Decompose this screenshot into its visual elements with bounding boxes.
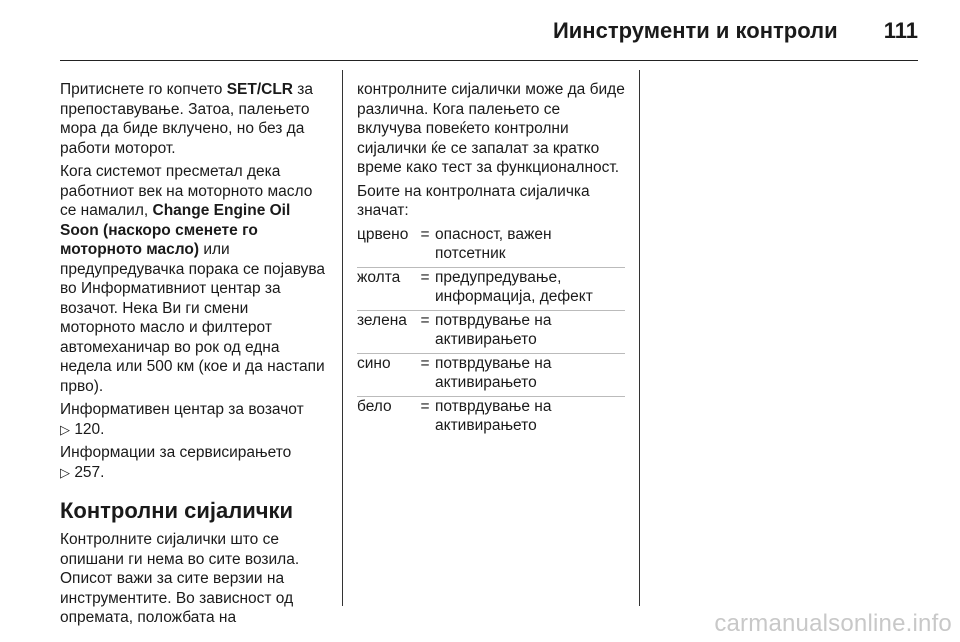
equals-sign: = [420,397,430,415]
paragraph-reset: Притиснете го копчето SET/CLR за препоставување. Затоа, палењето мора да биде вклучено, но без да работи моторот. [60,81,314,157]
page-reference-icon: ▷ [60,464,70,480]
color-meaning: опасност, важен потсетник [435,225,625,268]
page-reference-icon: ▷ [60,421,70,437]
color-meaning: потврдување на активирањето [435,353,625,396]
header-rule [60,60,918,61]
column-middle [357,80,625,439]
reference-driver-info-center: Информативен центар за возачот ▷ 120. [60,401,304,438]
equals-sign: = [415,310,435,353]
reference-page-link[interactable]: 120. [74,420,105,438]
reference-page-link[interactable]: 257. [74,463,105,481]
color-meaning: предупредување, информација, дефект [435,267,625,310]
page-number: 111 [883,18,918,43]
color-row [357,396,625,439]
paragraph-colors-intro: Боите на контролната сијаличка значат: [357,182,590,219]
color-row [357,225,625,268]
color-meaning: потврдување на активирањето [435,310,625,353]
color-row [357,310,625,353]
equals-sign: = [415,267,435,310]
color-row [357,353,625,396]
equals-sign: = [415,353,435,396]
column-left [60,80,328,632]
paragraph-oil-change: Кога системот пресметал дека работниот век на моторното масло се намалил, Change Engine Oil Soon (наскоро сменете го моторното масло) или предупредувачка порака се појавува во Информативниот центар за возачот. Нека Ви ги смени моторното масло и филтерот автомеханичар во рок од една недела или 500 км (кое и да настапи прво). [60,163,326,395]
color-name: црвено [357,225,415,268]
color-name: жолта [357,267,415,310]
page-title: Иинструменти и контроли [552,18,838,43]
color-name: сино [357,353,415,396]
equals-sign: = [415,225,435,268]
paragraph-indicator-intro: Контролните сијалички што се опишани ги нема во сите возила. Описот важи за сите верзии на инструментите. Во зависност од опремата, положбата на [60,531,300,626]
watermark: carmanualsonline.info [714,610,952,637]
page-header [553,18,918,44]
color-meaning: потврдување на активирањето [435,397,552,434]
message-change-engine-oil: Change Engine Oil Soon (наскоро сменете го моторното масло) [60,202,291,258]
section-title: Контролни сијалички [60,498,294,523]
column-divider [639,70,640,606]
column-divider [342,70,343,606]
color-row [357,267,625,310]
color-meaning-table [357,225,625,439]
button-name-set-clr: SET/CLR [226,81,293,98]
paragraph-indicator-test: контролните сијалички може да биде различна. Кога палењето се вклучува повеќето контролни сијалички ќе се запалат за кратко време како тест за функционалност. [357,81,625,176]
color-name: бело [357,397,392,415]
reference-service-info: Информации за сервисирањето ▷ 257. [60,444,292,481]
color-name: зелена [357,310,415,353]
